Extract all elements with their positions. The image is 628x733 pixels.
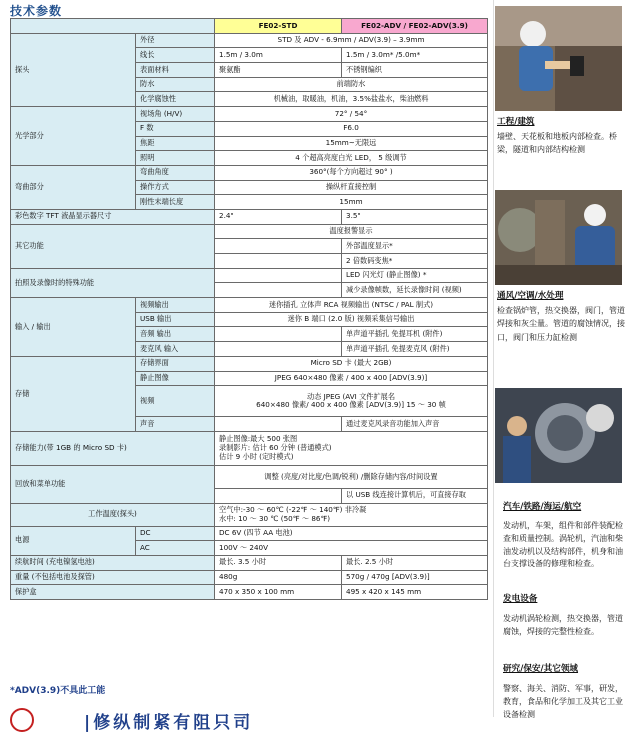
category-storage: 存储 <box>11 356 136 431</box>
cell-value: 单声道平插孔 免提耳机 (附件) <box>342 327 488 342</box>
table-row <box>11 465 488 488</box>
header-blank <box>11 19 215 34</box>
cell-value: 减少录像帧数，延长录像时间 (视频) <box>342 283 488 298</box>
row-label: 弯曲角度 <box>136 165 215 180</box>
table-row <box>11 356 488 371</box>
row-label: 工作温度(探头) <box>11 503 215 526</box>
row-label: 防水 <box>136 77 215 92</box>
section-title: 发电设备 <box>503 594 538 604</box>
cell-empty <box>215 488 342 503</box>
cell-value: 1.5m / 3.0m* /5.0m* <box>342 48 488 63</box>
cell-value: 外部温度显示* <box>342 239 488 254</box>
table-row <box>11 298 488 313</box>
temp-line-2: 水中: 10 ～ 30 ℃ (50℉ ～ 86℉) <box>219 513 331 523</box>
cell-empty <box>215 327 342 342</box>
cell-empty <box>215 239 342 254</box>
cell-value: 以 USB 线连接计算机后，可直接存取 <box>342 488 488 503</box>
capacity-line-2: 录制影片: 估计 60 分钟 (普通模式) <box>219 443 332 453</box>
row-label: 保护盒 <box>11 585 215 600</box>
cell-empty <box>215 268 342 283</box>
table-row <box>11 555 488 570</box>
row-label: 视频 <box>136 386 215 417</box>
row-label: 静止图像 <box>136 371 215 386</box>
cell-empty <box>215 417 342 432</box>
cell-value: 72° / 54° <box>215 107 488 122</box>
table-row <box>11 107 488 122</box>
cell-value: 3.5" <box>342 209 488 224</box>
row-label: 视场角 (H/V) <box>136 107 215 122</box>
section-body: 检查锅炉管，热交换器，阀门，管道焊接和灰尘量。管道的腐蚀情况，接口，阀门和压力缸检测 <box>497 305 625 342</box>
row-label: 线长 <box>136 48 215 63</box>
section-title: 研究/保安/其它领域 <box>503 664 579 674</box>
row-label: 刚性末端长度 <box>136 195 215 210</box>
cell-value: 495 x 420 x 145 mm <box>342 585 488 600</box>
section-title: 工程/建筑 <box>497 117 535 127</box>
row-label: 音频 输出 <box>136 327 215 342</box>
section-body: 墙壁、天花板和地板内部检查。桥梁，隧道和内部结构检测 <box>497 131 617 154</box>
section-body: 警察、海关、消防、军事，研发，教育，食品和化学加工及其它工业设备检测 <box>503 684 623 719</box>
header-std: FE02-STD <box>215 19 342 34</box>
category-probe: 探头 <box>11 33 136 106</box>
row-label: 照明 <box>136 151 215 166</box>
cell-value: 2.4" <box>215 209 342 224</box>
row-label: 重量 (不包括电池及探管) <box>11 570 215 585</box>
cell-empty <box>215 283 342 298</box>
table-row <box>11 33 488 48</box>
table-row <box>11 268 488 283</box>
cell-value: 迷你插孔 立体声 RCA 视频输出 (NTSC / PAL 制式) <box>215 298 488 313</box>
cell-empty <box>215 342 342 357</box>
cell-value: 前端防水 <box>215 77 488 92</box>
cell-value: 最长. 3.5 小时 <box>215 555 342 570</box>
row-label: 麦克风 输入 <box>136 342 215 357</box>
row-label: 声音 <box>136 417 215 432</box>
cell-empty <box>215 254 342 269</box>
table-row <box>11 224 488 239</box>
category-io: 输入 / 输出 <box>11 298 136 357</box>
table-row <box>11 503 488 526</box>
cell-value: 470 x 350 x 100 mm <box>215 585 342 600</box>
column-divider <box>493 0 494 717</box>
cell-value: 通过麦克风录音功能加入声音 <box>342 417 488 432</box>
row-label: AC <box>136 541 215 556</box>
video-line-2: 640×480 像素/ 400 x 400 像素 [ADV(3.9)] 15 ～ 30 帧 <box>256 400 446 410</box>
category-bending: 弯曲部分 <box>11 165 136 209</box>
cell-value: 温度报警显示 <box>215 224 488 239</box>
row-label: 续航时间 (充电镍氢电池) <box>11 555 215 570</box>
row-label: USB 输出 <box>136 312 215 327</box>
cell-value: Micro SD 卡 (最大 2GB) <box>215 356 488 371</box>
row-label: 操作方式 <box>136 180 215 195</box>
cell-value: 迷你 B 端口 (2.0 版) 视频采集信号输出 <box>215 312 488 327</box>
table-row <box>11 526 488 541</box>
row-label: 彩色数字 TFT 液晶显示器尺寸 <box>11 209 215 224</box>
cell-value: 机械油，取暖油，机油，3.5%盐盐水，柴油燃料 <box>215 92 488 107</box>
cell-value: 360°(每个方向超过 90° ) <box>215 165 488 180</box>
table-row <box>11 570 488 585</box>
cell-value: 2 倍数码变焦* <box>342 254 488 269</box>
cell-value: 1.5m / 3.0m <box>215 48 342 63</box>
section-body: 发动机，车架，组件和部件装配检查和质量控制。涡轮机，汽油和柴油发动机以及结构部件，机身和油台支撑设备的修理和检查。 <box>503 521 623 569</box>
cell-value: F6.0 <box>215 121 488 136</box>
cell-value <box>215 386 488 417</box>
cell-value: 570g / 470g [ADV(3.9)] <box>342 570 488 585</box>
photo-automotive <box>495 388 622 483</box>
cell-value: 聚氨酯 <box>215 63 342 78</box>
row-label: 焦距 <box>136 136 215 151</box>
table-header-row <box>11 19 488 34</box>
application-engineering <box>497 116 625 157</box>
footnote: *ADV(3.9)不具此工能 <box>10 686 106 696</box>
row-label: 视频输出 <box>136 298 215 313</box>
row-label: 回放和菜单功能 <box>11 465 215 503</box>
table-row <box>11 165 488 180</box>
category-power: 电源 <box>11 526 136 555</box>
table-row <box>11 585 488 600</box>
cell-value: 480g <box>215 570 342 585</box>
table-row <box>11 431 488 465</box>
page-title: 技术参数 <box>10 4 63 18</box>
cell-value: STD 及 ADV - 6.9mm / ADV(3.9) – 3.9mm <box>215 33 488 48</box>
cell-value <box>215 431 488 465</box>
footer-logo <box>10 706 310 733</box>
video-line-1: 动态 JPEG (AVI 文件扩展名 <box>306 391 396 401</box>
header-adv: FE02-ADV / FE02-ADV(3.9) <box>342 19 488 34</box>
cell-value <box>215 503 488 526</box>
cell-value: 4 个超高亮度白光 LED， 5 级调节 <box>215 151 488 166</box>
footer-logo-text: |修纵制紧有阻只司 <box>84 713 254 733</box>
cell-value: LED 闪光灯 (静止图像) * <box>342 268 488 283</box>
category-special: 拍照及录像时的特殊功能 <box>11 268 215 297</box>
cell-value: 不锈钢编织 <box>342 63 488 78</box>
cell-value: JPEG 640×480 像素 / 400 x 400 [ADV(3.9)] <box>215 371 488 386</box>
temp-line-1: 空气中:-30 ～ 60℃ (-22℉ ～ 140℉) 非冷凝 <box>219 504 367 514</box>
cell-value: 最长. 2.5 小时 <box>342 555 488 570</box>
section-body: 发动机涡轮检测，热交换器，管道腐蚀，焊接的完整性检查。 <box>503 614 623 636</box>
row-label: F 数 <box>136 121 215 136</box>
photo-hvac <box>495 190 622 285</box>
table-row <box>11 209 488 224</box>
cell-value: 15mm~无限远 <box>215 136 488 151</box>
capacity-line-1: 静止图像:最大 500 张图 <box>219 434 298 444</box>
row-label: 外径 <box>136 33 215 48</box>
cell-value: 单声道平插孔 免提麦克风 (附件) <box>342 342 488 357</box>
row-label: 表面材料 <box>136 63 215 78</box>
row-label: 存储界面 <box>136 356 215 371</box>
section-title: 汽车/铁路/海运/航空 <box>503 502 582 512</box>
category-optics: 光学部分 <box>11 107 136 166</box>
section-title: 通风/空调/水处理 <box>497 291 564 301</box>
application-hvac <box>497 290 625 344</box>
row-label: 存储能力(带 1GB 的 Micro SD 卡) <box>11 431 215 465</box>
photo-engineering <box>495 6 622 111</box>
cell-value: 调整 (亮度/对比度/色调/锐利) /删除存储内容/时间设置 <box>215 465 488 488</box>
cell-value: 15mm <box>215 195 488 210</box>
capacity-line-3: 估计 9 小时 (定时模式) <box>219 451 294 461</box>
spec-table <box>10 18 488 600</box>
category-other: 其它功能 <box>11 224 215 268</box>
cell-value: 100V ～ 240V <box>215 541 488 556</box>
row-label: DC <box>136 526 215 541</box>
logo-circle-icon <box>10 708 34 732</box>
cell-value: DC 6V (四节 AA 电池) <box>215 526 488 541</box>
cell-value: 操纵杆直接控制 <box>215 180 488 195</box>
row-label: 化学腐蚀性 <box>136 92 215 107</box>
